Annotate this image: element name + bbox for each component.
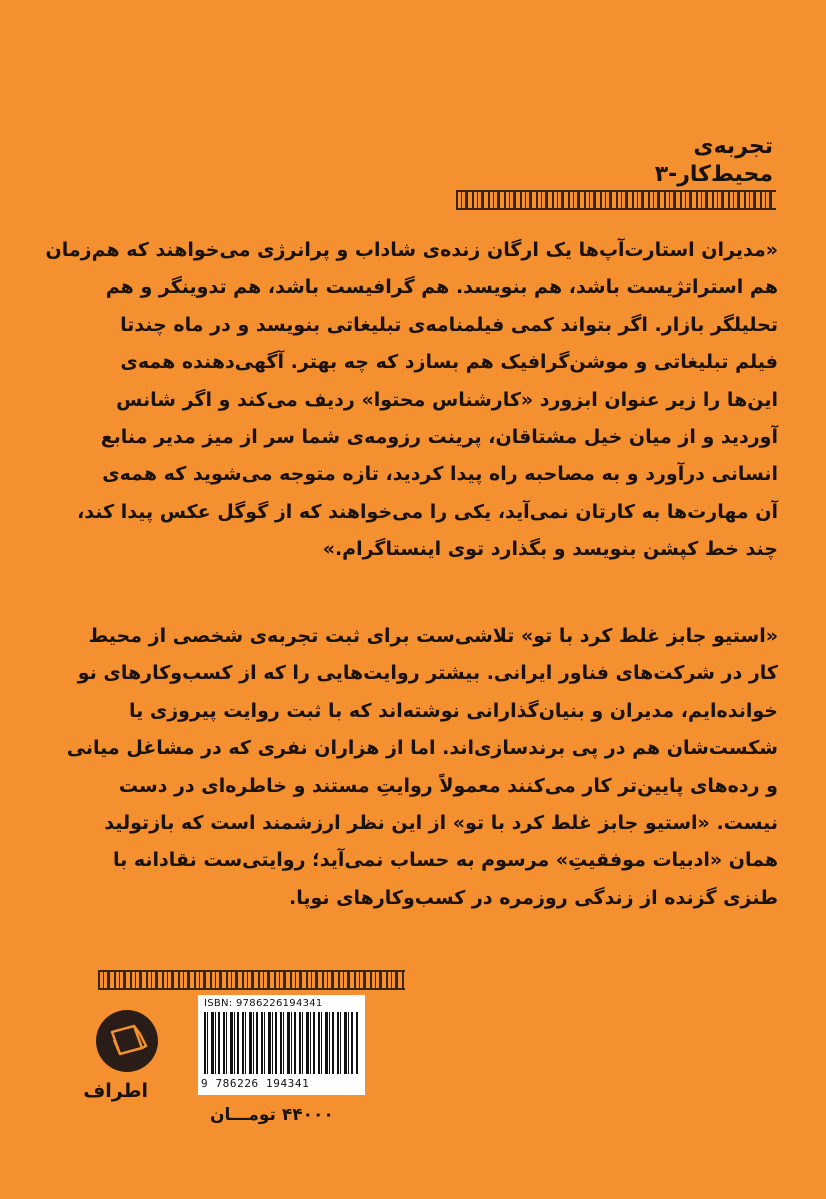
text-line: «مدیران استارت‌آپ‌ها یک ارگان زنده‌ی شاداب و پرانرژی می‌خواهند که هم‌زمان xyxy=(45,239,778,261)
isbn-barcode xyxy=(198,995,365,1095)
series-title-line1: تجربه‌ی xyxy=(693,134,773,159)
blurb-description xyxy=(66,618,778,917)
barcode-digits: 9 786226 194341 xyxy=(201,1077,310,1090)
text-line: تحلیلگر بازار. اگر بتواند کمی فیلمنامه‌ی تبلیغاتی بنویسد و در ماه چندتا xyxy=(120,313,778,336)
text-line: کار در شرکت‌های فناور ایرانی. بیشتر روایت‌هایی را که از کسب‌وکارهای نو xyxy=(77,662,778,685)
text-line: آن مهارت‌ها به کارتان نمی‌آید، یکی را می‌خواهند که از گوگل عکس پیدا کند، xyxy=(77,500,778,523)
text-line: شکست‌شان هم در پی برندسازی‌اند. اما از هزاران نفری که در مشاغل میانی xyxy=(66,737,778,760)
text-line: نیست. «استیو جابز غلط کرد با تو» از این نظر ارزشمند است که بازتولید xyxy=(104,812,778,835)
price: ۴۴۰۰۰ تومـــان xyxy=(210,1105,334,1125)
text-line: خوانده‌ایم، مدیران و بنیان‌گذارانی نوشته‌اند که با ثبت روایت پیروزی یا xyxy=(128,699,778,722)
isbn-label: ISBN: 9786226194341 xyxy=(204,998,323,1009)
series-title xyxy=(655,133,773,189)
decorative-band-bottom xyxy=(98,970,405,990)
text-line: هم استراتژیست باشد، هم بنویسد. هم گرافیست باشد، هم تدوینگر و هم xyxy=(105,276,778,299)
barcode-bars xyxy=(204,1012,358,1074)
text-line: همان «ادبیات موفقیتِ» مرسوم به حساب نمی‌آید؛ روایتی‌ست نقادانه با xyxy=(112,849,778,872)
decorative-band-top xyxy=(456,190,776,210)
text-line: «استیو جابز غلط کرد با تو» تلاشی‌ست برای ثبت تجربه‌ی شخصی از محیط xyxy=(88,625,778,647)
publisher-name: اطراف xyxy=(83,1080,148,1102)
text-line: و رده‌های پایین‌تر کار می‌کنند معمولاً روایتِ مستند و خاطره‌ای در دست xyxy=(118,774,778,797)
publisher-logo-icon xyxy=(96,1010,158,1072)
series-title-line2: محیط‌کار-۳ xyxy=(654,162,773,187)
text-line: فیلم تبلیغاتی و موشن‌گرافیک هم بسازد که چه بهتر. آگهی‌دهنده همه‌ی xyxy=(120,351,778,374)
text-line: انسانی درآورد و به مصاحبه راه پیدا کردید، تازه متوجه می‌شوید که همه‌ی xyxy=(102,463,778,486)
text-line: آوردید و از میان خیل مشتاقان، پرینت رزومه‌ی شما سر از میز مدیر منابع xyxy=(100,426,778,449)
text-line: چند خط کپشن بنویسد و بگذارد توی اینستاگرام.» xyxy=(322,538,778,561)
blurb-quote xyxy=(45,232,778,569)
text-line: طنزی گزنده از زندگی روزمره در کسب‌وکارهای نوپا. xyxy=(288,886,778,909)
text-line: این‌ها را زیر عنوان ابزورد «کارشناس محتوا» ردیف می‌کند و اگر شانس xyxy=(116,388,778,411)
